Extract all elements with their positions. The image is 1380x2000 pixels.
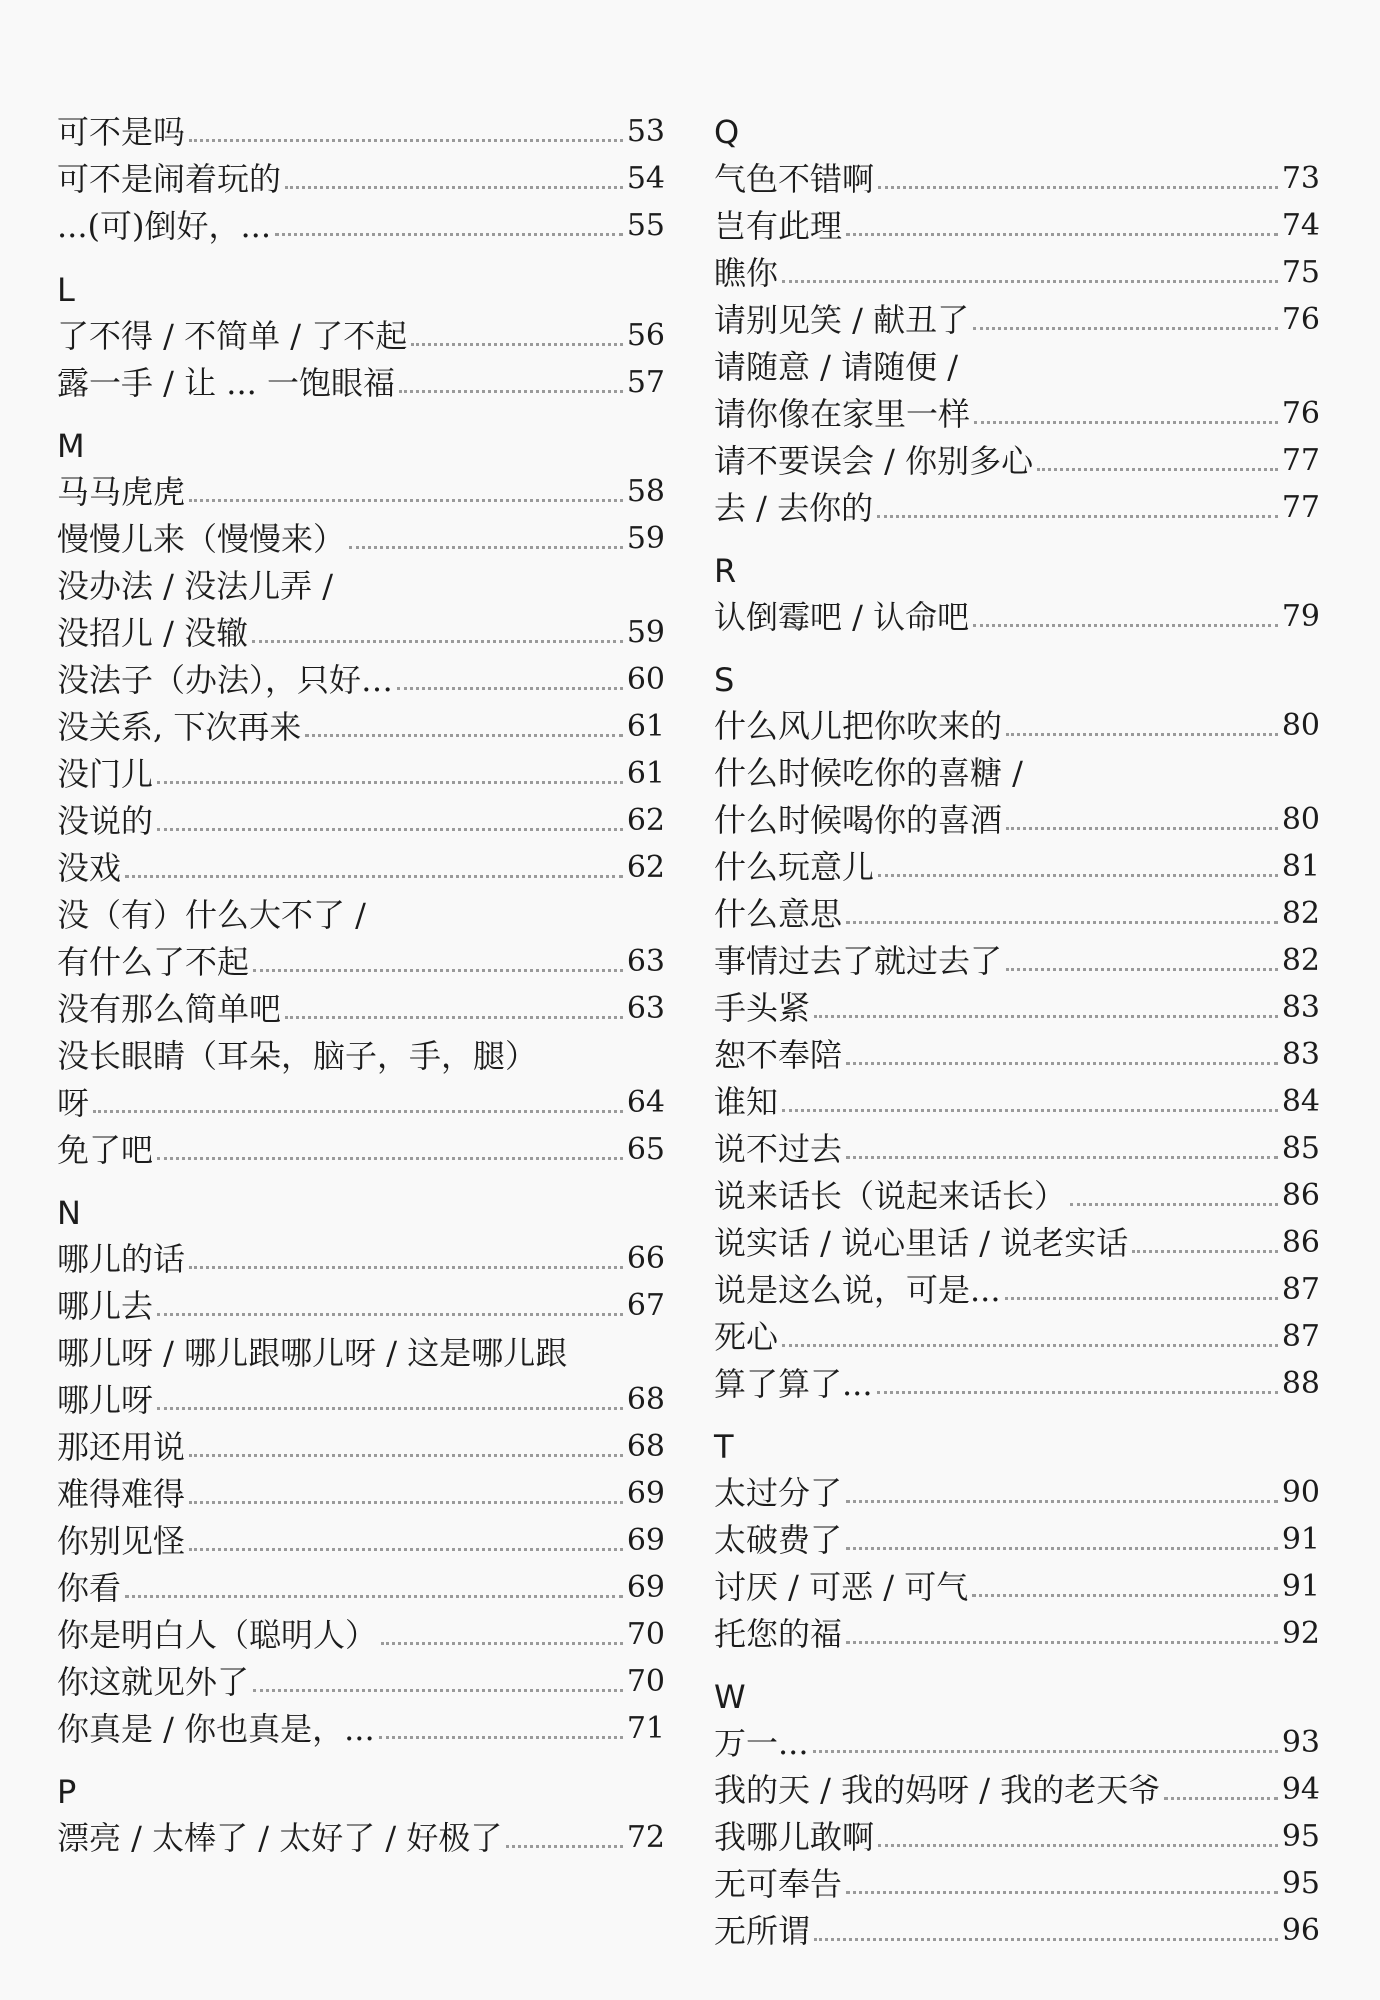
index-entry	[714, 747, 1320, 793]
entry-phrase: 说实话 / 说心里话 / 说老实话	[714, 1224, 1129, 1262]
leader-dots	[878, 186, 1278, 189]
page-number: 74	[1281, 208, 1320, 243]
page-number: 69	[626, 1476, 665, 1511]
page-number: 91	[1281, 1569, 1320, 1604]
leader-dots	[782, 280, 1278, 283]
entry-phrase: 万一...	[714, 1724, 809, 1762]
index-entry	[714, 200, 1320, 246]
entry-phrase: 没法子（办法），只好…	[57, 661, 394, 699]
page-number: 73	[1281, 161, 1320, 196]
entry-phrase: 去 / 去你的	[714, 489, 874, 527]
leader-dots	[381, 1642, 623, 1645]
section-letter	[57, 420, 665, 466]
leader-dots	[846, 1500, 1278, 1503]
page-number: 87	[1281, 1272, 1320, 1307]
index-entry	[57, 1656, 665, 1702]
leader-dots	[189, 1548, 623, 1551]
leader-dots	[157, 1407, 623, 1410]
index-entry	[714, 1514, 1320, 1560]
entry-phrase: 无可奉告	[714, 1865, 843, 1903]
index-entry	[57, 1812, 665, 1858]
leader-dots	[814, 1938, 1278, 1941]
page-number: 53	[626, 114, 665, 149]
entry-phrase: 请别见笑 / 献丑了	[714, 301, 970, 339]
leader-dots	[379, 1736, 623, 1739]
entry-phrase: 可不是吗	[57, 113, 186, 151]
index-entry	[714, 1905, 1320, 1951]
page-number: 83	[1281, 990, 1320, 1025]
entry-phrase: 请你像在家里一样	[714, 395, 971, 433]
page-number: 65	[626, 1132, 665, 1167]
leader-dots	[189, 1501, 623, 1504]
entry-phrase: 什么风儿把你吹来的	[714, 707, 1003, 745]
index-entry	[57, 795, 665, 841]
page-number: 62	[626, 850, 665, 885]
entry-phrase: 哪儿呀	[57, 1381, 154, 1419]
leader-dots	[349, 546, 623, 549]
page-number: 82	[1281, 943, 1320, 978]
page-number: 77	[1281, 490, 1320, 525]
page-number: 90	[1281, 1475, 1320, 1510]
page-number: 81	[1281, 849, 1320, 884]
index-entry	[57, 1124, 665, 1170]
entry-phrase: 谁知	[714, 1083, 779, 1121]
entry-phrase: 哪儿去	[57, 1287, 154, 1325]
page-number: 69	[626, 1523, 665, 1558]
entry-phrase: 瞧你	[714, 254, 779, 292]
section-letter	[57, 1766, 665, 1812]
index-entry	[714, 1858, 1320, 1904]
entry-phrase: 无所谓	[714, 1912, 811, 1950]
entry-phrase: 马马虎虎	[57, 473, 186, 511]
index-entry	[57, 106, 665, 152]
leader-dots	[846, 1156, 1278, 1159]
index-entry	[714, 294, 1320, 340]
index-entry	[57, 1562, 665, 1608]
page-number: 95	[1281, 1866, 1320, 1901]
leader-dots	[846, 233, 1278, 236]
page-number: 70	[626, 1617, 665, 1652]
index-entry	[57, 357, 665, 403]
leader-dots	[285, 186, 623, 189]
entry-phrase: 什么意思	[714, 895, 843, 933]
index-entry	[714, 1170, 1320, 1216]
index-entry	[57, 1077, 665, 1123]
page-number: 94	[1281, 1772, 1320, 1807]
entry-phrase: 认倒霉吧 / 认命吧	[714, 598, 970, 636]
page-number: 72	[626, 1820, 665, 1855]
page-number: 77	[1281, 443, 1320, 478]
entry-phrase: 有什么了不起	[57, 943, 250, 981]
section-letter-label: L	[57, 271, 75, 309]
index-entry	[57, 1374, 665, 1420]
leader-dots	[189, 139, 623, 142]
leader-dots	[846, 1641, 1278, 1644]
leader-dots	[782, 1109, 1278, 1112]
entry-phrase: ...(可)倒好，...	[57, 207, 272, 245]
page-number: 67	[626, 1288, 665, 1323]
leader-dots	[878, 1844, 1278, 1847]
page-number: 85	[1281, 1131, 1320, 1166]
page-number: 82	[1281, 896, 1320, 931]
entry-phrase: 死心	[714, 1318, 779, 1356]
section-letter-label: S	[714, 661, 735, 699]
entry-phrase: 你是明白人（聪明人）	[57, 1616, 378, 1654]
entry-phrase: 露一手 / 让 ... 一饱眼福	[57, 364, 395, 402]
index-entry	[714, 1608, 1320, 1654]
index-entry	[57, 1280, 665, 1326]
index-entry	[714, 1467, 1320, 1513]
entry-phrase: 那还用说	[57, 1428, 186, 1466]
index-entry	[57, 842, 665, 888]
entry-phrase: 恕不奉陪	[714, 1036, 843, 1074]
entry-phrase: 没长眼睛（耳朵，脑子，手，腿）	[57, 1037, 538, 1075]
index-entry	[57, 1030, 665, 1076]
section-letter-label: T	[714, 1428, 734, 1466]
entry-phrase: 岂有此理	[714, 207, 843, 245]
index-entry	[714, 888, 1320, 934]
leader-dots	[1006, 733, 1278, 736]
entry-phrase: 免了吧	[57, 1131, 154, 1169]
index-entry	[714, 1717, 1320, 1763]
leader-dots	[157, 781, 623, 784]
page-number: 63	[626, 991, 665, 1026]
index-entry	[714, 247, 1320, 293]
entry-phrase: 太过分了	[714, 1474, 843, 1512]
leader-dots	[782, 1344, 1278, 1347]
entry-phrase: 我的天 / 我的妈呀 / 我的老天爷	[714, 1771, 1161, 1809]
leader-dots	[506, 1845, 622, 1848]
index-entry	[57, 1703, 665, 1749]
index-entry	[714, 1029, 1320, 1075]
index-entry	[714, 1811, 1320, 1857]
index-entry	[57, 1233, 665, 1279]
page-number: 91	[1281, 1522, 1320, 1557]
entry-phrase: 太破费了	[714, 1521, 843, 1559]
page-number: 61	[626, 709, 665, 744]
entry-phrase: 算了算了...	[714, 1365, 873, 1403]
entry-phrase: 气色不错啊	[714, 160, 875, 198]
leader-dots	[1164, 1797, 1278, 1800]
page-number: 61	[626, 756, 665, 791]
leader-dots	[252, 640, 623, 643]
index-entry	[714, 1123, 1320, 1169]
page-number: 96	[1281, 1913, 1320, 1948]
entry-phrase: 没（有）什么大不了 /	[57, 896, 366, 934]
leader-dots	[877, 515, 1278, 518]
entry-phrase: 没关系, 下次再来	[57, 708, 302, 746]
index-entry	[714, 1764, 1320, 1810]
page-number: 92	[1281, 1616, 1320, 1651]
index-entry	[714, 591, 1320, 637]
page-number: 69	[626, 1570, 665, 1605]
entry-phrase: 没招儿 / 没辙	[57, 614, 249, 652]
page-number: 68	[626, 1429, 665, 1464]
section-letter-label: M	[57, 427, 85, 465]
leader-dots	[399, 390, 623, 393]
page-number: 80	[1281, 802, 1320, 837]
leader-dots	[846, 1062, 1278, 1065]
leader-dots	[973, 327, 1278, 330]
index-entry	[714, 1264, 1320, 1310]
entry-phrase: 什么时候吃你的喜糖 /	[714, 754, 1023, 792]
page-number: 71	[626, 1711, 665, 1746]
leader-dots	[189, 1454, 623, 1457]
section-letter-label: Q	[714, 113, 740, 151]
index-entry	[57, 654, 665, 700]
entry-phrase: 请随意 / 请随便 /	[714, 348, 959, 386]
section-letter	[714, 545, 1320, 591]
section-letter	[57, 264, 665, 310]
leader-dots	[411, 343, 623, 346]
entry-phrase: 难得难得	[57, 1475, 186, 1513]
index-entry	[714, 700, 1320, 746]
leader-dots	[397, 687, 623, 690]
index-entry	[714, 1358, 1320, 1404]
index-entry	[57, 560, 665, 606]
leader-dots	[846, 1547, 1278, 1550]
leader-dots	[813, 1750, 1278, 1753]
index-entry	[57, 889, 665, 935]
page-number: 55	[626, 208, 665, 243]
leader-dots	[157, 1157, 623, 1160]
entry-phrase: 漂亮 / 太棒了 / 太好了 / 好极了	[57, 1819, 503, 1857]
index-entry	[57, 936, 665, 982]
index-entry	[714, 388, 1320, 434]
leader-dots	[1070, 1203, 1278, 1206]
leader-dots	[305, 734, 622, 737]
page-number: 54	[626, 161, 665, 196]
index-entry	[57, 153, 665, 199]
entry-phrase: 说是这么说，可是...	[714, 1271, 1001, 1309]
entry-phrase: 手头紧	[714, 989, 811, 1027]
index-entry	[57, 1327, 665, 1373]
entry-phrase: 你这就见外了	[57, 1663, 250, 1701]
index-entry	[57, 1421, 665, 1467]
index-entry	[57, 310, 665, 356]
section-letter	[714, 1671, 1320, 1717]
section-letter-label: N	[57, 1194, 81, 1232]
leader-dots	[1037, 468, 1278, 471]
entry-phrase: 哪儿的话	[57, 1240, 186, 1278]
section-letter	[714, 1421, 1320, 1467]
entry-phrase: 了不得 / 不简单 / 了不起	[57, 317, 408, 355]
index-entry	[714, 1076, 1320, 1122]
index-entry	[57, 1515, 665, 1561]
leader-dots	[974, 421, 1278, 424]
leader-dots	[253, 1689, 623, 1692]
page-number: 56	[626, 318, 665, 353]
page-number: 87	[1281, 1319, 1320, 1354]
index-entry	[57, 466, 665, 512]
section-letter-label: R	[714, 552, 737, 590]
index-entry	[714, 794, 1320, 840]
page-number: 76	[1281, 302, 1320, 337]
leader-dots	[846, 1891, 1278, 1894]
index-entry	[714, 153, 1320, 199]
entry-phrase: 说来话长（说起来话长）	[714, 1177, 1067, 1215]
leader-dots	[1132, 1250, 1278, 1253]
index-entry	[57, 200, 665, 246]
entry-phrase: 没有那么简单吧	[57, 990, 282, 1028]
leader-dots	[878, 874, 1278, 877]
page-number: 63	[626, 944, 665, 979]
section-letter-label: P	[57, 1773, 77, 1811]
page-number: 60	[626, 662, 665, 697]
entry-phrase: 慢慢儿来（慢慢来）	[57, 520, 346, 558]
leader-dots	[253, 969, 623, 972]
page-number: 70	[626, 1664, 665, 1699]
leader-dots	[125, 875, 623, 878]
page-number: 64	[626, 1085, 665, 1120]
section-letter	[714, 106, 1320, 152]
index-entry	[714, 341, 1320, 387]
entry-phrase: 没门儿	[57, 755, 154, 793]
index-entry	[714, 1561, 1320, 1607]
index-entry	[57, 607, 665, 653]
page-number: 86	[1281, 1178, 1320, 1213]
index-entry	[714, 482, 1320, 528]
page-number: 86	[1281, 1225, 1320, 1260]
entry-phrase: 没戏	[57, 849, 122, 887]
page-number: 62	[626, 803, 665, 838]
page-number: 84	[1281, 1084, 1320, 1119]
leader-dots	[1006, 827, 1278, 830]
entry-phrase: 你看	[57, 1569, 122, 1607]
leader-dots	[157, 828, 623, 831]
entry-phrase: 你别见怪	[57, 1522, 186, 1560]
entry-phrase: 讨厌 / 可恶 / 可气	[714, 1568, 969, 1606]
page-number: 95	[1281, 1819, 1320, 1854]
page-number: 80	[1281, 708, 1320, 743]
leader-dots	[125, 1595, 623, 1598]
page-number: 68	[626, 1382, 665, 1417]
section-letter	[57, 1187, 665, 1233]
entry-phrase: 什么玩意儿	[714, 848, 875, 886]
leader-dots	[972, 1594, 1278, 1597]
entry-phrase: 托您的福	[714, 1615, 843, 1653]
page-number: 59	[626, 615, 665, 650]
index-entry	[714, 982, 1320, 1028]
page-number: 57	[626, 365, 665, 400]
page-number: 83	[1281, 1037, 1320, 1072]
index-entry	[714, 841, 1320, 887]
index-entry	[57, 983, 665, 1029]
page-number: 76	[1281, 396, 1320, 431]
index-entry	[57, 513, 665, 559]
entry-phrase: 说不过去	[714, 1130, 843, 1168]
leader-dots	[93, 1110, 623, 1113]
entry-phrase: 没办法 / 没法儿弄 /	[57, 567, 334, 605]
leader-dots	[1005, 1297, 1278, 1300]
index-entry	[57, 1468, 665, 1514]
leader-dots	[285, 1016, 623, 1019]
index-entry	[714, 1311, 1320, 1357]
section-letter-label: W	[714, 1678, 746, 1716]
page-number: 58	[626, 474, 665, 509]
leader-dots	[189, 499, 623, 502]
leader-dots	[877, 1391, 1278, 1394]
index-entry	[57, 701, 665, 747]
entry-phrase: 呀	[57, 1084, 90, 1122]
section-letter	[714, 654, 1320, 700]
leader-dots	[1006, 968, 1278, 971]
index-entry	[714, 435, 1320, 481]
entry-phrase: 可不是闹着玩的	[57, 160, 282, 198]
page-number: 75	[1281, 255, 1320, 290]
leader-dots	[814, 1015, 1278, 1018]
index-entry	[714, 935, 1320, 981]
page-number: 59	[626, 521, 665, 556]
entry-phrase: 哪儿呀 / 哪儿跟哪儿呀 / 这是哪儿跟	[57, 1334, 568, 1372]
page-number: 88	[1281, 1366, 1320, 1401]
leader-dots	[157, 1313, 623, 1316]
index-entry	[714, 1217, 1320, 1263]
entry-phrase: 你真是 / 你也真是，...	[57, 1710, 375, 1748]
entry-phrase: 请不要误会 / 你别多心	[714, 442, 1034, 480]
index-entry	[57, 748, 665, 794]
page-number: 79	[1281, 599, 1320, 634]
leader-dots	[973, 624, 1278, 627]
page-number: 93	[1281, 1725, 1320, 1760]
entry-phrase: 没说的	[57, 802, 154, 840]
entry-phrase: 我哪儿敢啊	[714, 1818, 875, 1856]
index-entry	[57, 1609, 665, 1655]
entry-phrase: 事情过去了就过去了	[714, 942, 1003, 980]
page-number: 66	[626, 1241, 665, 1276]
leader-dots	[189, 1266, 623, 1269]
leader-dots	[846, 921, 1278, 924]
entry-phrase: 什么时候喝你的喜酒	[714, 801, 1003, 839]
leader-dots	[275, 233, 623, 236]
